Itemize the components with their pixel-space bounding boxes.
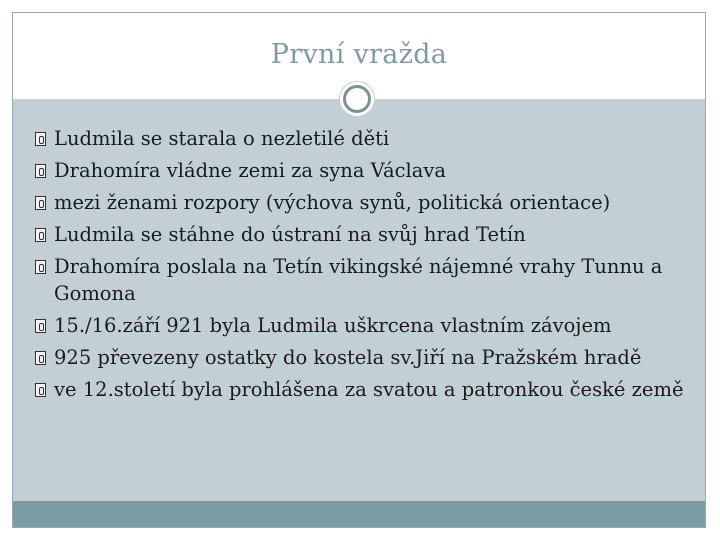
bullet-glyph-icon <box>35 260 46 274</box>
bullet-glyph-icon <box>35 351 46 365</box>
bullet-glyph-icon <box>35 132 46 146</box>
bullet-glyph-icon <box>35 196 46 210</box>
bullet-text: Ludmila se stáhne do ústraní na svůj hrad Tetín <box>54 223 526 246</box>
bullet-item <box>35 221 706 248</box>
bullet-text: 925 převezeny ostatky do kostela sv.Jiří na Pražském hradě <box>54 346 642 369</box>
bullet-glyph-icon <box>35 319 46 333</box>
bullet-text: mezi ženami rozpory (výchova synů, politická orientace) <box>54 191 611 214</box>
bullet-glyph-icon <box>35 164 46 178</box>
footer-bar <box>13 501 705 527</box>
bullet-text: Ludmila se starala o nezletilé děti <box>54 127 390 150</box>
slide <box>12 12 706 528</box>
bullet-item <box>35 376 706 403</box>
bullet-item <box>35 344 706 371</box>
bullet-text: Drahomíra vládne zemi za syna Václava <box>54 159 446 182</box>
circle-ornament-icon <box>339 81 375 117</box>
bullet-item <box>35 157 706 184</box>
bullet-item <box>35 189 706 216</box>
bullet-item <box>35 125 706 152</box>
bullet-list <box>35 125 706 408</box>
bullet-text: Drahomíra poslala na Tetín vikingské nájemné vrahy Tunnu a Gomona <box>54 255 663 305</box>
bullet-glyph-icon <box>35 383 46 397</box>
bullet-glyph-icon <box>35 228 46 242</box>
bullet-text: ve 12.století byla prohlášena za svatou a patronkou české země <box>54 378 684 401</box>
bullet-item <box>35 253 706 307</box>
slide-title: První vražda <box>270 39 448 70</box>
bullet-item <box>35 312 706 339</box>
bullet-text: 15./16.září 921 byla Ludmila uškrcena vlastním závojem <box>54 314 612 337</box>
